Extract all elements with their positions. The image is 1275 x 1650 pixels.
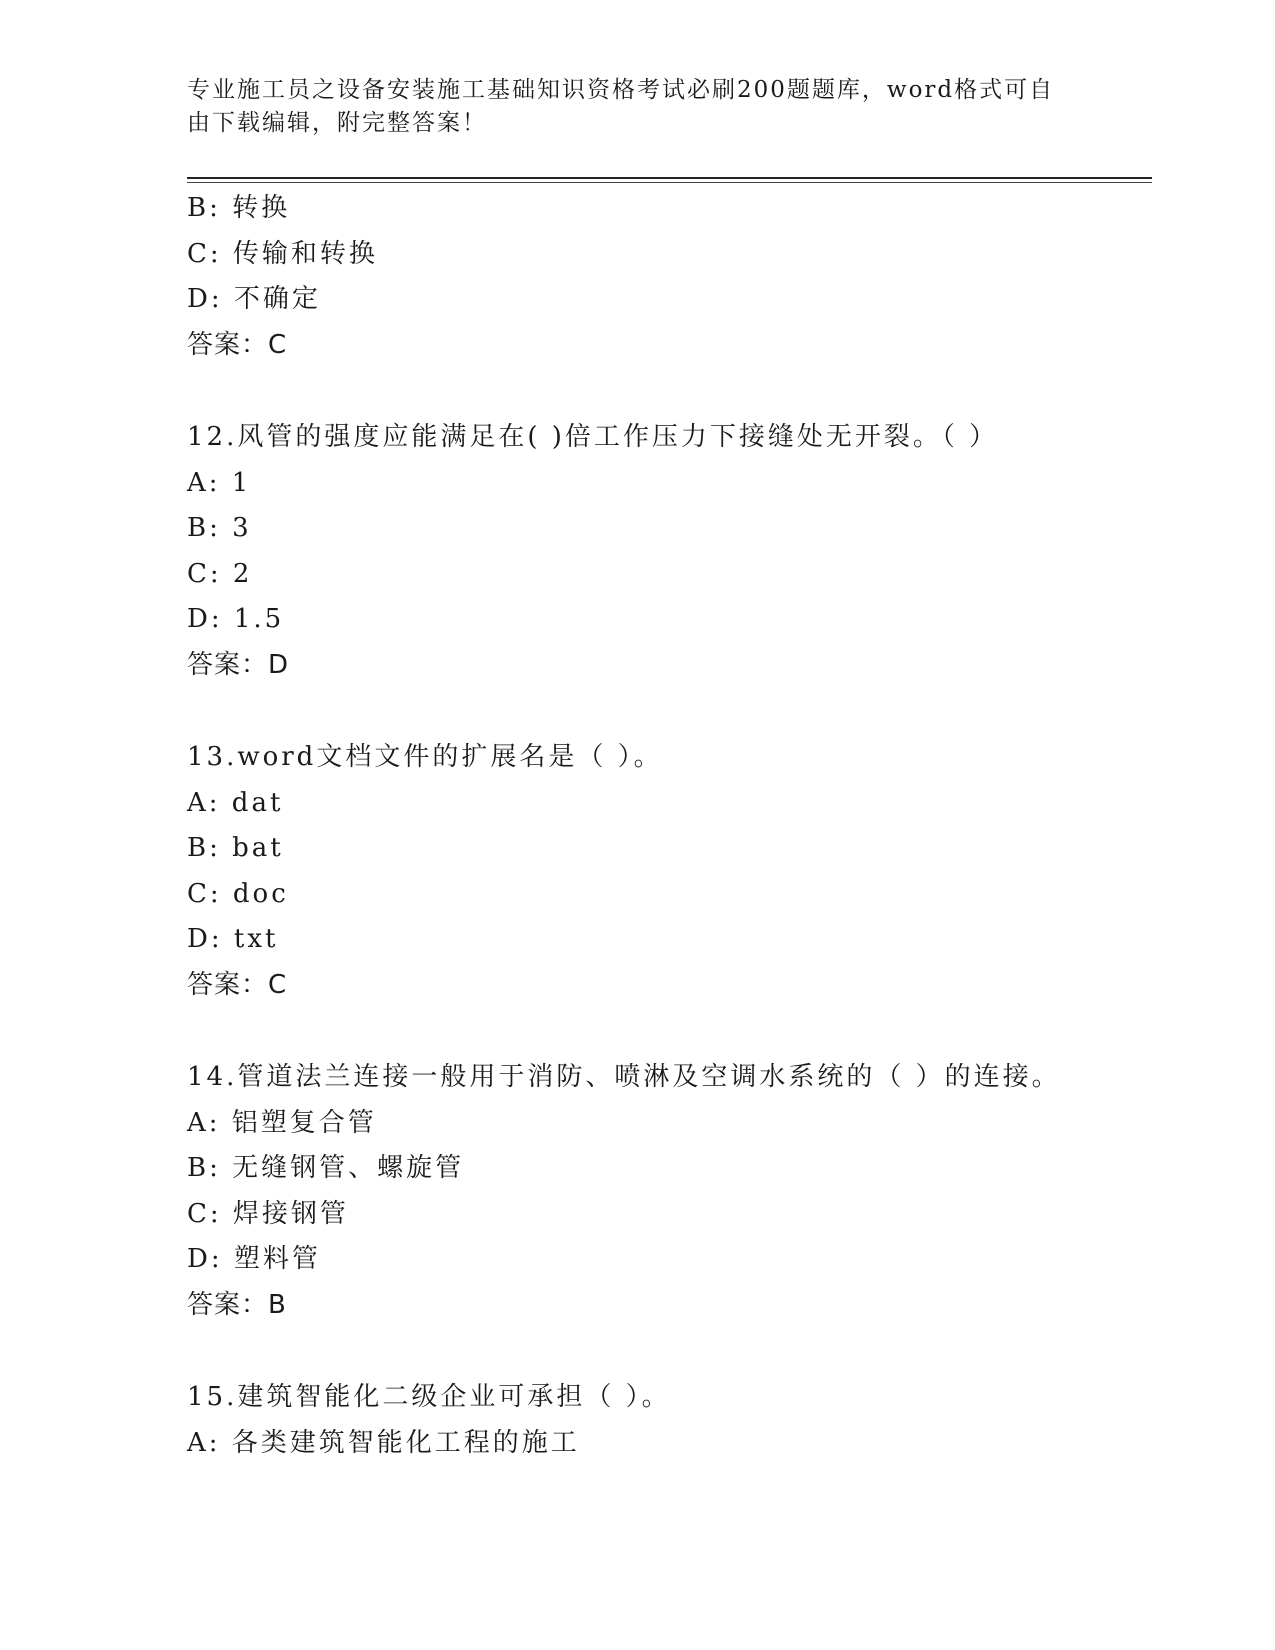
option-b: B: 3 (187, 513, 252, 543)
question-13 (187, 735, 1147, 1008)
document-header-title: 专业施工员之设备安装施工基础知识资格考试必刷200题题库，word格式可自由下载编辑，附完整答案！ (187, 77, 1055, 136)
option-a: A: 1 (187, 467, 252, 498)
question-text: 13.word文档文件的扩展名是（ ）。 (187, 742, 663, 772)
option-b: B: 转换 (187, 193, 291, 223)
answer: 答案：C (187, 329, 288, 360)
question-text: 15.建筑智能化二级企业可承担（ ）。 (187, 1382, 671, 1412)
option-c: C: 焊接钢管 (187, 1198, 349, 1229)
option-d: D: 塑料管 (187, 1244, 321, 1274)
option-d: D: txt (187, 924, 279, 954)
question-text: 14.管道法兰连接一般用于消防、喷淋及空调水系统的（ ）的连接。 (187, 1062, 1061, 1092)
question-12 (187, 415, 1147, 688)
spacer (187, 1328, 1147, 1375)
question-list (187, 186, 1147, 1466)
option-d: D: 1.5 (187, 604, 285, 634)
option-c: C: 2 (187, 558, 253, 589)
option-c: C: doc (187, 878, 289, 909)
option-b: B: 无缝钢管、螺旋管 (187, 1153, 465, 1183)
option-a: A: 各类建筑智能化工程的施工 (187, 1427, 580, 1458)
option-a: A: dat (187, 787, 284, 818)
answer: 答案：D (187, 649, 290, 680)
answer: 答案：B (187, 1289, 287, 1320)
header-divider-thin (187, 182, 1152, 183)
header-divider-thick (187, 177, 1152, 179)
spacer (187, 688, 1147, 735)
option-a: A: 铝塑复合管 (187, 1107, 377, 1138)
spacer (187, 368, 1147, 415)
question-15 (187, 1375, 1147, 1466)
option-c: C: 传输和转换 (187, 238, 378, 269)
question-14 (187, 1055, 1147, 1328)
question-11-tail (187, 186, 1147, 368)
answer: 答案：C (187, 969, 288, 1000)
spacer (187, 1008, 1147, 1055)
question-text: 12.风管的强度应能满足在( )倍工作压力下接缝处无开裂。（ ） (187, 422, 999, 452)
option-b: B: bat (187, 833, 284, 863)
option-d: D: 不确定 (187, 284, 321, 314)
